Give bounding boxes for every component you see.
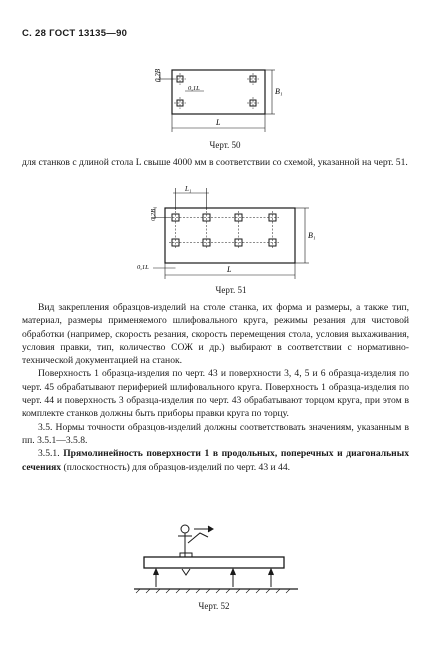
paragraph-3: Поверхность 1 образца-изделия по черт. 43 и поверхности 3, 4, 5 и 6 образца-изделия по черт. 45 обрабатывают периферией шлифовального круга. Поверхность 1 образца-изделия по черт. 44 и поверхность 3 образца-изделия по черт. 43 обрабатывают торцом круга, при этом в комплекте станков должны быть приборы правки круга по торцу. [22, 368, 409, 420]
paragraphs-block [22, 301, 409, 474]
paragraph-5-bold: Прямолинейность поверхности 1 в продольных, поперечных и диагональных сечениях [22, 448, 409, 473]
fig50-label-bottom: L [216, 118, 221, 127]
paragraph-5 [22, 447, 409, 474]
fig50-label-inner: 0,1L [188, 85, 200, 92]
figure-50-drawing [150, 60, 300, 140]
figure-51-caption: Черт. 51 [215, 285, 247, 295]
figure-52-caption: Черт. 52 [198, 601, 230, 611]
paragraph-2: Вид закрепления образцов-изделий на столе станка, их форма и размеры, а также тип, материал, размеры применяемого шлифовального круга, режимы резания для чистовой обработки (например, скорость резания, скорость перемещения стола, условия выхаживания, условия правки, тип, количество СОЖ и др.) выбирают в соответствии с нормативно-технической документацией на станок. [22, 302, 409, 367]
paragraph-1: для станков с длиной стола L свыше 4000 мм в соответствии со схемой, указанной на черт. 51. [22, 157, 408, 168]
fig51-label-top: L₁ [185, 185, 192, 193]
fig51-label-right: B₁ [308, 231, 316, 240]
fig51-label-bottom-left: 0,1L [137, 264, 149, 271]
figure-52-drawing [128, 523, 308, 595]
fig51-label-bottom: L [227, 265, 232, 274]
figure-51-drawing [133, 183, 323, 281]
paragraph-4: 3.5. Нормы точности образцов-изделий должны соответствовать значениям, указанным в пп. 3.5.1—3.5.8. [22, 421, 409, 446]
page-header: С. 28 ГОСТ 13135—90 [22, 28, 128, 39]
fig50-label-right: B₁ [275, 87, 283, 96]
paragraph-5-number: 3.5.1. [38, 448, 60, 460]
figure-50-caption: Черт. 50 [209, 140, 241, 150]
fig50-label-left: 0,2B [154, 68, 162, 82]
paragraph-5-rest: (плоскостность) для образцов-изделий по черт. 43 и 44. [63, 461, 291, 473]
fig51-label-left: 0,2B₁ [150, 206, 157, 221]
